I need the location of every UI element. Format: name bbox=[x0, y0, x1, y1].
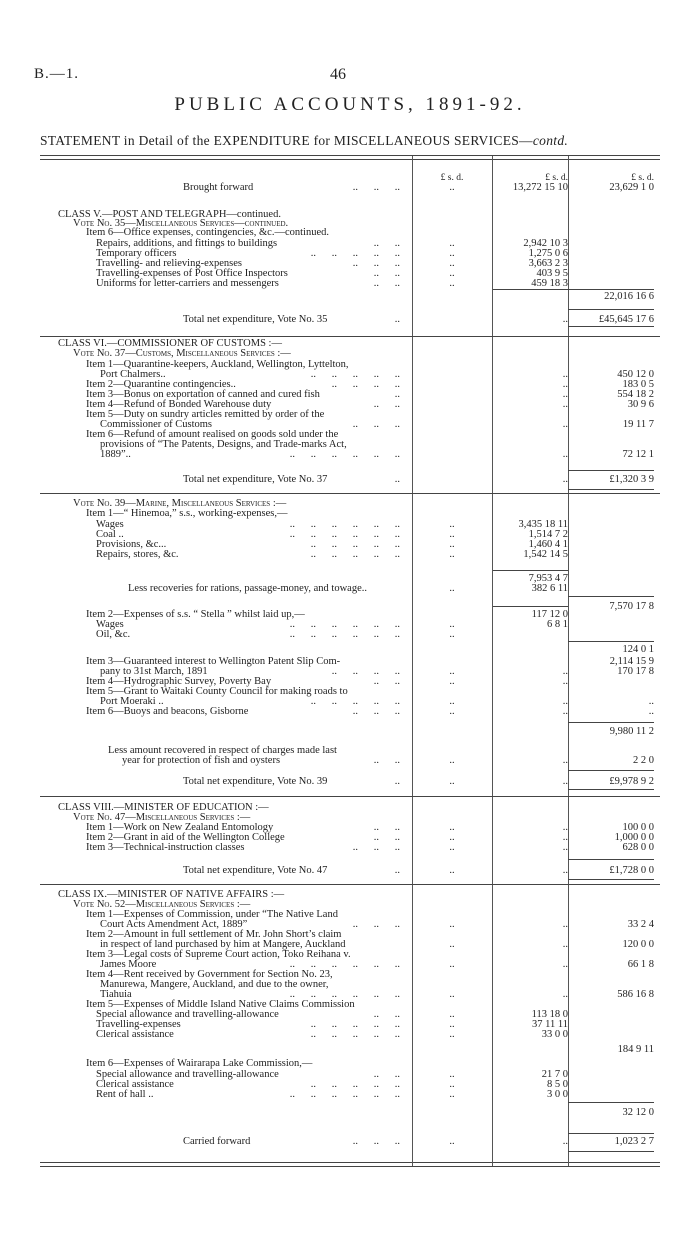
column-header: £ s. d. bbox=[631, 173, 654, 183]
row-description: Temporary officers bbox=[96, 248, 177, 259]
row-description: Rent of hall .. bbox=[96, 1089, 154, 1100]
amount-col1: .. bbox=[449, 1079, 455, 1090]
leader-dots: .. .. .. .. .. .. bbox=[289, 529, 400, 540]
amount-col2: 403 9 5 bbox=[536, 268, 568, 279]
table-row bbox=[40, 1044, 660, 1056]
row-description: Vote No. 39—Marine, Miscellaneous Services :— bbox=[73, 498, 287, 509]
leader-dots: .. .. .. bbox=[352, 419, 400, 430]
amount-col2: 8 5 0 bbox=[547, 1079, 568, 1090]
row-description: Less recoveries for rations, passage-money, and towage.. bbox=[128, 583, 367, 594]
amount-col3: 450 12 0 bbox=[617, 369, 654, 380]
amount-col2: 7,953 4 7 bbox=[528, 573, 568, 584]
amount-col1: .. bbox=[449, 865, 455, 876]
amount-col1: .. bbox=[449, 1089, 455, 1100]
amount-col2: 1,275 0 6 bbox=[528, 248, 568, 259]
amount-col3: 30 9 6 bbox=[627, 399, 654, 410]
rule-line bbox=[568, 879, 654, 880]
row-description: Vote No. 37—Customs, Miscellaneous Services :— bbox=[73, 348, 291, 359]
rule-line bbox=[568, 596, 654, 597]
row-description: Less amount recovered in respect of charges made last bbox=[108, 745, 337, 756]
table-row bbox=[40, 314, 660, 326]
amount-col2: .. bbox=[562, 449, 568, 460]
row-description: Oil, &c. bbox=[96, 629, 131, 640]
row-description: Provisions, &c... bbox=[96, 539, 167, 550]
amount-col1: .. bbox=[449, 666, 455, 677]
row-description: Tiahuia bbox=[100, 989, 132, 1000]
amount-col2: .. bbox=[562, 369, 568, 380]
leader-dots: .. .. .. bbox=[352, 919, 400, 930]
amount-col2: 3,435 18 11 bbox=[518, 519, 568, 530]
amount-col3: £9,978 9 2 bbox=[609, 776, 654, 787]
row-description: provisions of “The Patents, Designs, and Trade-marks Act, bbox=[100, 439, 347, 450]
page-number: 46 bbox=[330, 66, 346, 83]
table-row bbox=[40, 1089, 660, 1101]
amount-col1: .. bbox=[449, 583, 455, 594]
amount-col1: .. bbox=[449, 1019, 455, 1030]
row-description: Wages bbox=[96, 619, 124, 630]
amount-col2: 1,542 14 5 bbox=[523, 549, 568, 560]
amount-col2: 37 11 11 bbox=[532, 1019, 568, 1030]
amount-col1: .. bbox=[449, 755, 455, 766]
amount-col2: 33 0 0 bbox=[541, 1029, 568, 1040]
amount-col2: .. bbox=[562, 755, 568, 766]
row-description: Item 1—Work on New Zealand Entomology bbox=[86, 822, 274, 833]
amount-col1: .. bbox=[449, 629, 455, 640]
row-description: Total net expenditure, Vote No. 35 bbox=[183, 314, 328, 325]
amount-col2: 3 0 0 bbox=[547, 1089, 568, 1100]
amount-col3: £45,645 17 6 bbox=[598, 314, 654, 325]
amount-col3: 2,114 15 9 bbox=[609, 656, 654, 667]
amount-col2: .. bbox=[562, 676, 568, 687]
amount-col1: .. bbox=[449, 939, 455, 950]
leader-dots: .. .. .. .. .. .. bbox=[289, 989, 400, 1000]
amount-col1: .. bbox=[449, 268, 455, 279]
amount-col1: .. bbox=[449, 258, 455, 269]
expenditure-table bbox=[40, 155, 660, 1167]
amount-col2: 3,663 2 3 bbox=[528, 258, 568, 269]
row-description: Item 3—Legal costs of Supreme Court action, Toko Reihana v. bbox=[86, 949, 351, 960]
amount-col1: .. bbox=[449, 959, 455, 970]
row-description: Court Acts Amendment Act, 1889” bbox=[100, 919, 248, 930]
row-description: Item 6—Office expenses, contingencies, &c.—continued. bbox=[86, 227, 329, 238]
amount-col3: £1,320 3 9 bbox=[609, 474, 654, 485]
amount-col1: .. bbox=[449, 248, 455, 259]
amount-col2: .. bbox=[562, 706, 568, 717]
amount-col2: 2,942 10 3 bbox=[523, 238, 568, 249]
leader-dots: .. .. .. .. .. bbox=[310, 369, 400, 380]
column-header: £ s. d. bbox=[440, 173, 464, 183]
row-description: Coal .. bbox=[96, 529, 124, 540]
amount-col1: .. bbox=[449, 549, 455, 560]
amount-col2: .. bbox=[562, 696, 568, 707]
row-description: Port Moeraki .. bbox=[100, 696, 164, 707]
row-description: Item 3—Technical-instruction classes bbox=[86, 842, 245, 853]
amount-col3: 22,016 16 6 bbox=[604, 291, 654, 302]
row-description: Brought forward bbox=[183, 182, 254, 193]
table-row bbox=[40, 182, 660, 194]
leader-dots: .. .. bbox=[373, 268, 400, 279]
amount-col2: .. bbox=[562, 419, 568, 430]
amount-col2: 382 6 11 bbox=[531, 583, 568, 594]
amount-col3: 184 9 11 bbox=[617, 1044, 654, 1055]
rule-line bbox=[493, 606, 568, 607]
leader-dots: .. .. bbox=[373, 238, 400, 249]
amount-col2: .. bbox=[562, 776, 568, 787]
row-description: pany to 31st March, 1891 bbox=[100, 666, 208, 677]
row-description: Uniforms for letter-carriers and messengers bbox=[96, 278, 279, 289]
leader-dots: .. .. .. .. .. .. bbox=[289, 629, 400, 640]
amount-col1: .. bbox=[449, 539, 455, 550]
leader-dots: .. .. bbox=[373, 822, 400, 833]
rule-line bbox=[568, 1102, 654, 1103]
row-description: Item 2—Grant in aid of the Wellington College bbox=[86, 832, 285, 843]
table-row bbox=[40, 549, 660, 561]
leader-dots: .. .. bbox=[373, 278, 400, 289]
row-description: Port Chalmers.. bbox=[100, 369, 166, 380]
leader-dots: .. .. bbox=[373, 676, 400, 687]
amount-col1: .. bbox=[449, 919, 455, 930]
leader-dots: .. .. bbox=[373, 399, 400, 410]
leader-dots: .. .. .. .. .. .. bbox=[289, 449, 400, 460]
leader-dots: .. bbox=[394, 474, 400, 485]
row-description: Item 5—Duty on sundry articles remitted by order of the bbox=[86, 409, 325, 420]
row-description: Wages bbox=[96, 519, 124, 530]
row-description: 1889”.. bbox=[100, 449, 131, 460]
amount-col1: .. bbox=[449, 278, 455, 289]
amount-col1: .. bbox=[449, 676, 455, 687]
rule-line bbox=[568, 1133, 654, 1134]
leader-dots: .. bbox=[394, 389, 400, 400]
leader-dots: .. bbox=[394, 314, 400, 325]
row-description: Item 1—Expenses of Commission, under “The Native Land bbox=[86, 909, 338, 920]
row-description: Special allowance and travelling-allowance bbox=[96, 1009, 279, 1020]
amount-col1: .. bbox=[449, 832, 455, 843]
rule-line bbox=[568, 489, 654, 490]
rule-line bbox=[568, 641, 654, 642]
amount-col1: .. bbox=[449, 1029, 455, 1040]
table-row bbox=[40, 291, 660, 303]
row-description: Item 6—Buoys and beacons, Gisborne bbox=[86, 706, 249, 717]
row-description: Carried forward bbox=[183, 1136, 251, 1147]
amount-col2: .. bbox=[562, 314, 568, 325]
leader-dots: .. .. .. .. .. .. bbox=[289, 619, 400, 630]
row-description: Manurewa, Mangere, Auckland, and due to the owner, bbox=[100, 979, 329, 990]
amount-col1: .. bbox=[449, 706, 455, 717]
leader-dots: .. .. .. bbox=[352, 182, 400, 193]
leader-dots: .. .. .. .. .. bbox=[310, 549, 400, 560]
amount-col3: 66 1 8 bbox=[627, 959, 654, 970]
amount-col3: .. bbox=[648, 696, 654, 707]
table-row bbox=[40, 644, 660, 656]
row-description: Vote No. 47—Miscellaneous Services :— bbox=[73, 812, 251, 823]
leader-dots: .. .. bbox=[373, 1009, 400, 1020]
amount-col2: .. bbox=[562, 842, 568, 853]
rule-line bbox=[568, 789, 654, 790]
amount-col1: .. bbox=[449, 619, 455, 630]
amount-col3: 23,629 1 0 bbox=[609, 182, 654, 193]
amount-col2: .. bbox=[562, 379, 568, 390]
row-description: Special allowance and travelling-allowance bbox=[96, 1069, 279, 1080]
amount-col3: 170 17 8 bbox=[617, 666, 654, 677]
table-row bbox=[40, 583, 660, 595]
row-description: Total net expenditure, Vote No. 39 bbox=[183, 776, 328, 787]
column-header: £ s. d. bbox=[545, 173, 568, 183]
amount-col1: .. bbox=[449, 529, 455, 540]
row-description: Item 1—Quarantine-keepers, Auckland, Wellington, Lyttelton, bbox=[86, 359, 349, 370]
amount-col2: 13,272 15 10 bbox=[512, 182, 568, 193]
table-row bbox=[40, 726, 660, 738]
amount-col3: 183 0 5 bbox=[622, 379, 654, 390]
table-row bbox=[40, 1136, 660, 1148]
row-description: CLASS VI.—COMMISSIONER OF CUSTOMS :— bbox=[58, 338, 282, 349]
leader-dots: .. bbox=[394, 865, 400, 876]
amount-col2: 113 18 0 bbox=[531, 1009, 568, 1020]
table-row bbox=[40, 776, 660, 788]
amount-col1: .. bbox=[449, 1069, 455, 1080]
statement-subtitle: STATEMENT in Detail of the EXPENDITURE for MISCELLANEOUS SERVICES—contd. bbox=[40, 133, 569, 148]
row-description: CLASS IX.—MINISTER OF NATIVE AFFAIRS :— bbox=[58, 889, 285, 900]
row-description: Commissioner of Customs bbox=[100, 419, 213, 430]
amount-col1: .. bbox=[449, 989, 455, 1000]
amount-col2: .. bbox=[562, 1136, 568, 1147]
amount-col3: 554 18 2 bbox=[617, 389, 654, 400]
rule-line bbox=[40, 336, 660, 337]
table-row bbox=[40, 706, 660, 718]
table-row bbox=[40, 865, 660, 877]
amount-col2: .. bbox=[562, 865, 568, 876]
row-description: Travelling-expenses of Post Office Inspectors bbox=[96, 268, 288, 279]
rule-line bbox=[40, 493, 660, 494]
rule-line bbox=[568, 1151, 654, 1152]
row-description: Item 2—Expenses of s.s. “ Stella ” whilst laid up,— bbox=[86, 609, 305, 620]
document-ref: B.—1. bbox=[34, 66, 80, 82]
amount-col2: .. bbox=[562, 389, 568, 400]
leader-dots: .. .. bbox=[373, 832, 400, 843]
row-description: CLASS V.—POST AND TELEGRAPH—continued. bbox=[58, 209, 281, 220]
amount-col2: .. bbox=[562, 989, 568, 1000]
amount-col3: £1,728 0 0 bbox=[609, 865, 654, 876]
amount-col1: .. bbox=[449, 776, 455, 787]
row-description: Total net expenditure, Vote No. 47 bbox=[183, 865, 328, 876]
leader-dots: .. .. .. .. .. bbox=[310, 1019, 400, 1030]
amount-col2: .. bbox=[562, 832, 568, 843]
leader-dots: .. .. .. .. .. .. bbox=[289, 519, 400, 530]
subtitle-contd: contd. bbox=[532, 133, 569, 148]
row-description: Item 5—Grant to Waitaki County Council for making roads to bbox=[86, 686, 348, 697]
amount-col3: 7,570 17 8 bbox=[609, 601, 654, 612]
row-description: Total net expenditure, Vote No. 37 bbox=[183, 474, 328, 485]
table-row bbox=[40, 474, 660, 486]
amount-col1: .. bbox=[449, 842, 455, 853]
row-description: in respect of land purchased by him at Mangere, Auckland bbox=[100, 939, 346, 950]
row-description: Item 6—Refund of amount realised on goods sold under the bbox=[86, 429, 339, 440]
amount-col3: 124 0 1 bbox=[622, 644, 654, 655]
row-description: Item 2—Amount in full settlement of Mr. John Short’s claim bbox=[86, 929, 342, 940]
row-description: Item 3—Bonus on exportation of canned and cured fish bbox=[86, 389, 320, 400]
rule-line bbox=[568, 309, 654, 310]
amount-col2: 459 18 3 bbox=[531, 278, 568, 289]
rule-line bbox=[568, 470, 654, 471]
leader-dots: .. .. .. .. .. .. bbox=[289, 1089, 400, 1100]
rule-line bbox=[40, 884, 660, 885]
amount-col3: .. bbox=[648, 706, 654, 717]
leader-dots: .. .. bbox=[373, 755, 400, 766]
row-description: Item 4—Refund of Bonded Warehouse duty bbox=[86, 399, 272, 410]
amount-col2: 1,514 7 2 bbox=[528, 529, 568, 540]
row-description: Item 3—Guaranteed interest to Wellington Patent Slip Com- bbox=[86, 656, 341, 667]
row-description: Repairs, additions, and fittings to buildings bbox=[96, 238, 278, 249]
row-description: year for protection of fish and oysters bbox=[122, 755, 281, 766]
amount-col1: .. bbox=[449, 696, 455, 707]
row-description: Vote No. 52—Miscellaneous Services :— bbox=[73, 899, 251, 910]
row-description: Repairs, stores, &c. bbox=[96, 549, 179, 560]
leader-dots: .. .. .. bbox=[352, 1136, 400, 1147]
amount-col3: 33 2 4 bbox=[627, 919, 654, 930]
row-description: Item 1—“ Hinemoa,” s.s., working-expenses,— bbox=[86, 508, 288, 519]
table-row bbox=[40, 1107, 660, 1119]
leader-dots: .. .. .. bbox=[352, 706, 400, 717]
row-description: Item 5—Expenses of Middle Island Native Claims Commission bbox=[86, 999, 355, 1010]
amount-col2: 1,460 4 1 bbox=[528, 539, 568, 550]
amount-col1: .. bbox=[449, 519, 455, 530]
rule-line bbox=[568, 722, 654, 723]
rule-line bbox=[568, 770, 654, 771]
amount-col1: .. bbox=[449, 822, 455, 833]
amount-col2: .. bbox=[562, 919, 568, 930]
table-row bbox=[40, 842, 660, 854]
row-description: Item 4—Hydrographic Survey, Poverty Bay bbox=[86, 676, 272, 687]
row-description: Vote No. 35—Miscellaneous Services—continued. bbox=[73, 218, 289, 229]
leader-dots: .. bbox=[394, 776, 400, 787]
row-description: Travelling-expenses bbox=[96, 1019, 181, 1030]
amount-col2: .. bbox=[562, 399, 568, 410]
page-title: PUBLIC ACCOUNTS, 1891-92. bbox=[174, 94, 526, 115]
amount-col2: .. bbox=[562, 822, 568, 833]
row-description: James Moore bbox=[100, 959, 157, 970]
amount-col1: .. bbox=[449, 182, 455, 193]
table-row bbox=[40, 755, 660, 767]
amount-col2: .. bbox=[562, 939, 568, 950]
row-description: Item 4—Rent received by Government for Section No. 23, bbox=[86, 969, 333, 980]
amount-col2: .. bbox=[562, 474, 568, 485]
leader-dots: .. .. .. .. bbox=[331, 666, 400, 677]
table-row bbox=[40, 1029, 660, 1041]
amount-col2: .. bbox=[562, 959, 568, 970]
table-row bbox=[40, 449, 660, 461]
leader-dots: .. .. .. .. .. bbox=[310, 539, 400, 550]
leader-dots: .. .. .. .. .. bbox=[310, 248, 400, 259]
row-description: Travelling- and relieving-expenses bbox=[96, 258, 242, 269]
leader-dots: .. .. bbox=[373, 1069, 400, 1080]
amount-col3: 100 0 0 bbox=[622, 822, 654, 833]
amount-col1: .. bbox=[449, 238, 455, 249]
leader-dots: .. .. .. .. bbox=[331, 379, 400, 390]
amount-col3: 32 12 0 bbox=[622, 1107, 654, 1118]
row-description: Item 6—Expenses of Wairarapa Lake Commission,— bbox=[86, 1058, 313, 1069]
amount-col3: 628 0 0 bbox=[622, 842, 654, 853]
amount-col2: 21 7 0 bbox=[541, 1069, 568, 1080]
amount-col1: .. bbox=[449, 1136, 455, 1147]
leader-dots: .. .. .. bbox=[352, 258, 400, 269]
rule-line bbox=[568, 326, 654, 327]
row-description: CLASS VIII.—MINISTER OF EDUCATION :— bbox=[58, 802, 269, 813]
amount-col3: 9,980 11 2 bbox=[609, 726, 654, 737]
amount-col3: 1,000 0 0 bbox=[614, 832, 654, 843]
rule-line bbox=[493, 289, 568, 290]
amount-col2: 117 12 0 bbox=[531, 609, 568, 620]
rule-line bbox=[568, 859, 654, 860]
leader-dots: .. .. .. .. .. bbox=[310, 1079, 400, 1090]
amount-col3: 72 12 1 bbox=[622, 449, 654, 460]
row-description: Item 2—Quarantine contingencies.. bbox=[86, 379, 236, 390]
amount-col2: .. bbox=[562, 666, 568, 677]
leader-dots: .. .. .. .. .. .. bbox=[289, 959, 400, 970]
rule-line bbox=[40, 796, 660, 797]
leader-dots: .. .. .. bbox=[352, 842, 400, 853]
amount-col3: 1,023 2 7 bbox=[614, 1136, 654, 1147]
row-description: Clerical assistance bbox=[96, 1029, 174, 1040]
amount-col3: 2 2 0 bbox=[633, 755, 654, 766]
leader-dots: .. .. .. .. .. bbox=[310, 696, 400, 707]
row-description: Clerical assistance bbox=[96, 1079, 174, 1090]
amount-col1: .. bbox=[449, 1009, 455, 1020]
amount-col3: 19 11 7 bbox=[622, 419, 654, 430]
amount-col2: 6 8 1 bbox=[547, 619, 568, 630]
rule-line bbox=[568, 289, 654, 290]
amount-col3: 120 0 0 bbox=[622, 939, 654, 950]
leader-dots: .. .. .. .. .. bbox=[310, 1029, 400, 1040]
table-row bbox=[40, 629, 660, 641]
rule-line bbox=[493, 570, 568, 571]
amount-col3: 586 16 8 bbox=[617, 989, 654, 1000]
